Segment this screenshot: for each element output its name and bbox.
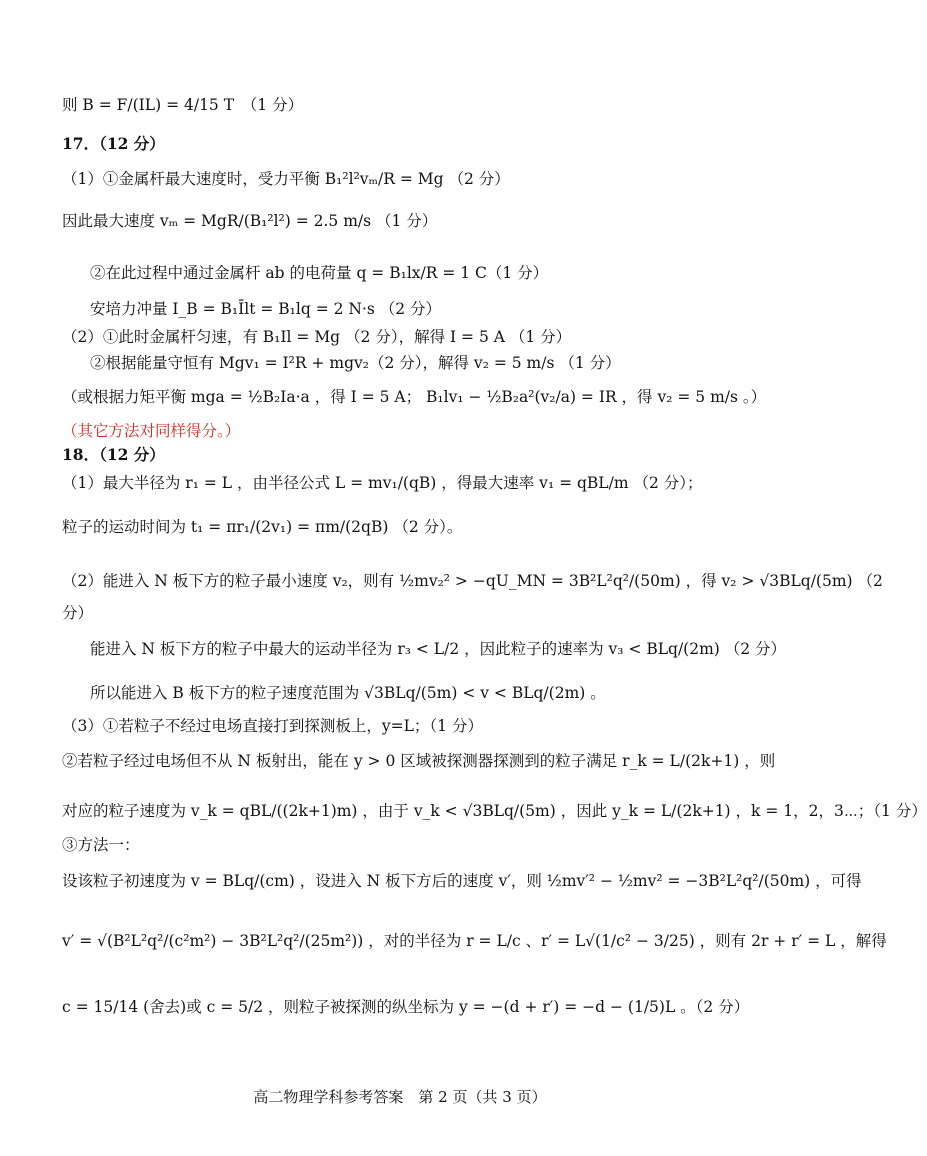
line-q18-result: c = 15/14 (舍去)或 c = 5/2 ，则粒子被探测的纵坐标为 y = −(d + r′) = −d − (1/5)L 。（2 分） (62, 998, 750, 1016)
line-q18-2-range: 所以能进入 B 板下方的粒子速度范围为 √3BLq/(5m) < v < BLq/(2m) 。 (90, 684, 606, 702)
line-b-result: 则 B = F/(IL) = 4/15 T （1 分） (62, 96, 304, 114)
line-q18-2: （2）能进入 N 板下方的粒子最小速度 v₂，则有 ½mv₂² > −qU_MN = 3B²L²q²/(50m) ，得 v₂ > √3BLq/(5m) （2 (62, 572, 883, 590)
line-q18-2-radius: 能进入 N 板下方的粒子中最大的运动半径为 r₃ < L/2 ，因此粒子的速率为 v₃ < BLq/(2m) （2 分） (90, 640, 787, 658)
line-q18-1: （1）最大半径为 r₁ = L ，由半径公式 L = mv₁/(qB) ，得最大速率 v₁ = qBL/m （2 分）； (62, 474, 703, 492)
line-q18-radius: v′ = √(B²L²q²/(c²m²) − 3B²L²q²/(25m²)) ，对的半径为 r = L/c 、r′ = L√(1/c² − 3/25) ，则有 2r + r′ = L ，解得 (62, 932, 887, 950)
page-footer: 高二物理学科参考答案 第 2 页（共 3 页） (253, 1088, 547, 1106)
line-q18-method1: ③方法一： (62, 836, 140, 854)
line-q18-time: 粒子的运动时间为 t₁ = πr₁/(2v₁) = πm/(2qB) （2 分）。 (62, 518, 463, 536)
line-q17-impulse: 安培力冲量 I_B = B₁Īlt = B₁lq = 2 N·s （2 分） (90, 300, 442, 318)
line-q17-alt: （或根据力矩平衡 mga = ½B₂Ia·a ，得 I = 5 A； B₁lv₁ − ½B₂a²(v₂/a) = IR ，得 v₂ = 5 m/s 。） (62, 388, 767, 406)
line-q18-initial-speed: 设该粒子初速度为 v = BLq/(cm) ，设进入 N 板下方后的速度 v′，则 ½mv′² − ½mv² = −3B²L²q²/(50m) ，可得 (62, 872, 862, 890)
line-q18-2-cont: 分） (62, 604, 94, 622)
heading-q18: 18．（12 分） (62, 445, 165, 464)
note-other-methods: （其它方法对同样得分。） (62, 422, 241, 440)
heading-q17: 17．（12 分） (62, 134, 165, 153)
line-q18-3-1: （3）①若粒子不经过电场直接打到探测板上，y=L；（1 分） (62, 717, 483, 735)
line-q17-charge: ②在此过程中通过金属杆 ab 的电荷量 q = B₁lx/R = 1 C（1 分） (90, 264, 549, 282)
line-q17-2-2: ②根据能量守恒有 Mgv₁ = I²R + mgv₂（2 分），解得 v₂ = 5 m/s （1 分） (90, 354, 621, 372)
line-q18-3-2-speed: 对应的粒子速度为 v_k = qBL/((2k+1)m) ，由于 v_k < √3BLq/(5m) ，因此 y_k = L/(2k+1) ，k = 1，2，3⋯；（1 分） (62, 802, 927, 820)
line-q17-2-1: （2）①此时金属杆匀速，有 B₁Il = Mg （2 分），解得 I = 5 A （1 分） (62, 328, 572, 346)
line-q18-3-2: ②若粒子经过电场但不从 N 板射出，能在 y > 0 区域被探测器探测到的粒子满足 r_k = L/(2k+1) ，则 (62, 752, 776, 770)
line-q17-max-speed: 因此最大速度 vₘ = MgR/(B₁²l²) = 2.5 m/s （1 分） (62, 212, 438, 230)
line-q17-1-1: （1）①金属杆最大速度时，受力平衡 B₁²l²vₘ/R = Mg （2 分） (62, 170, 510, 188)
